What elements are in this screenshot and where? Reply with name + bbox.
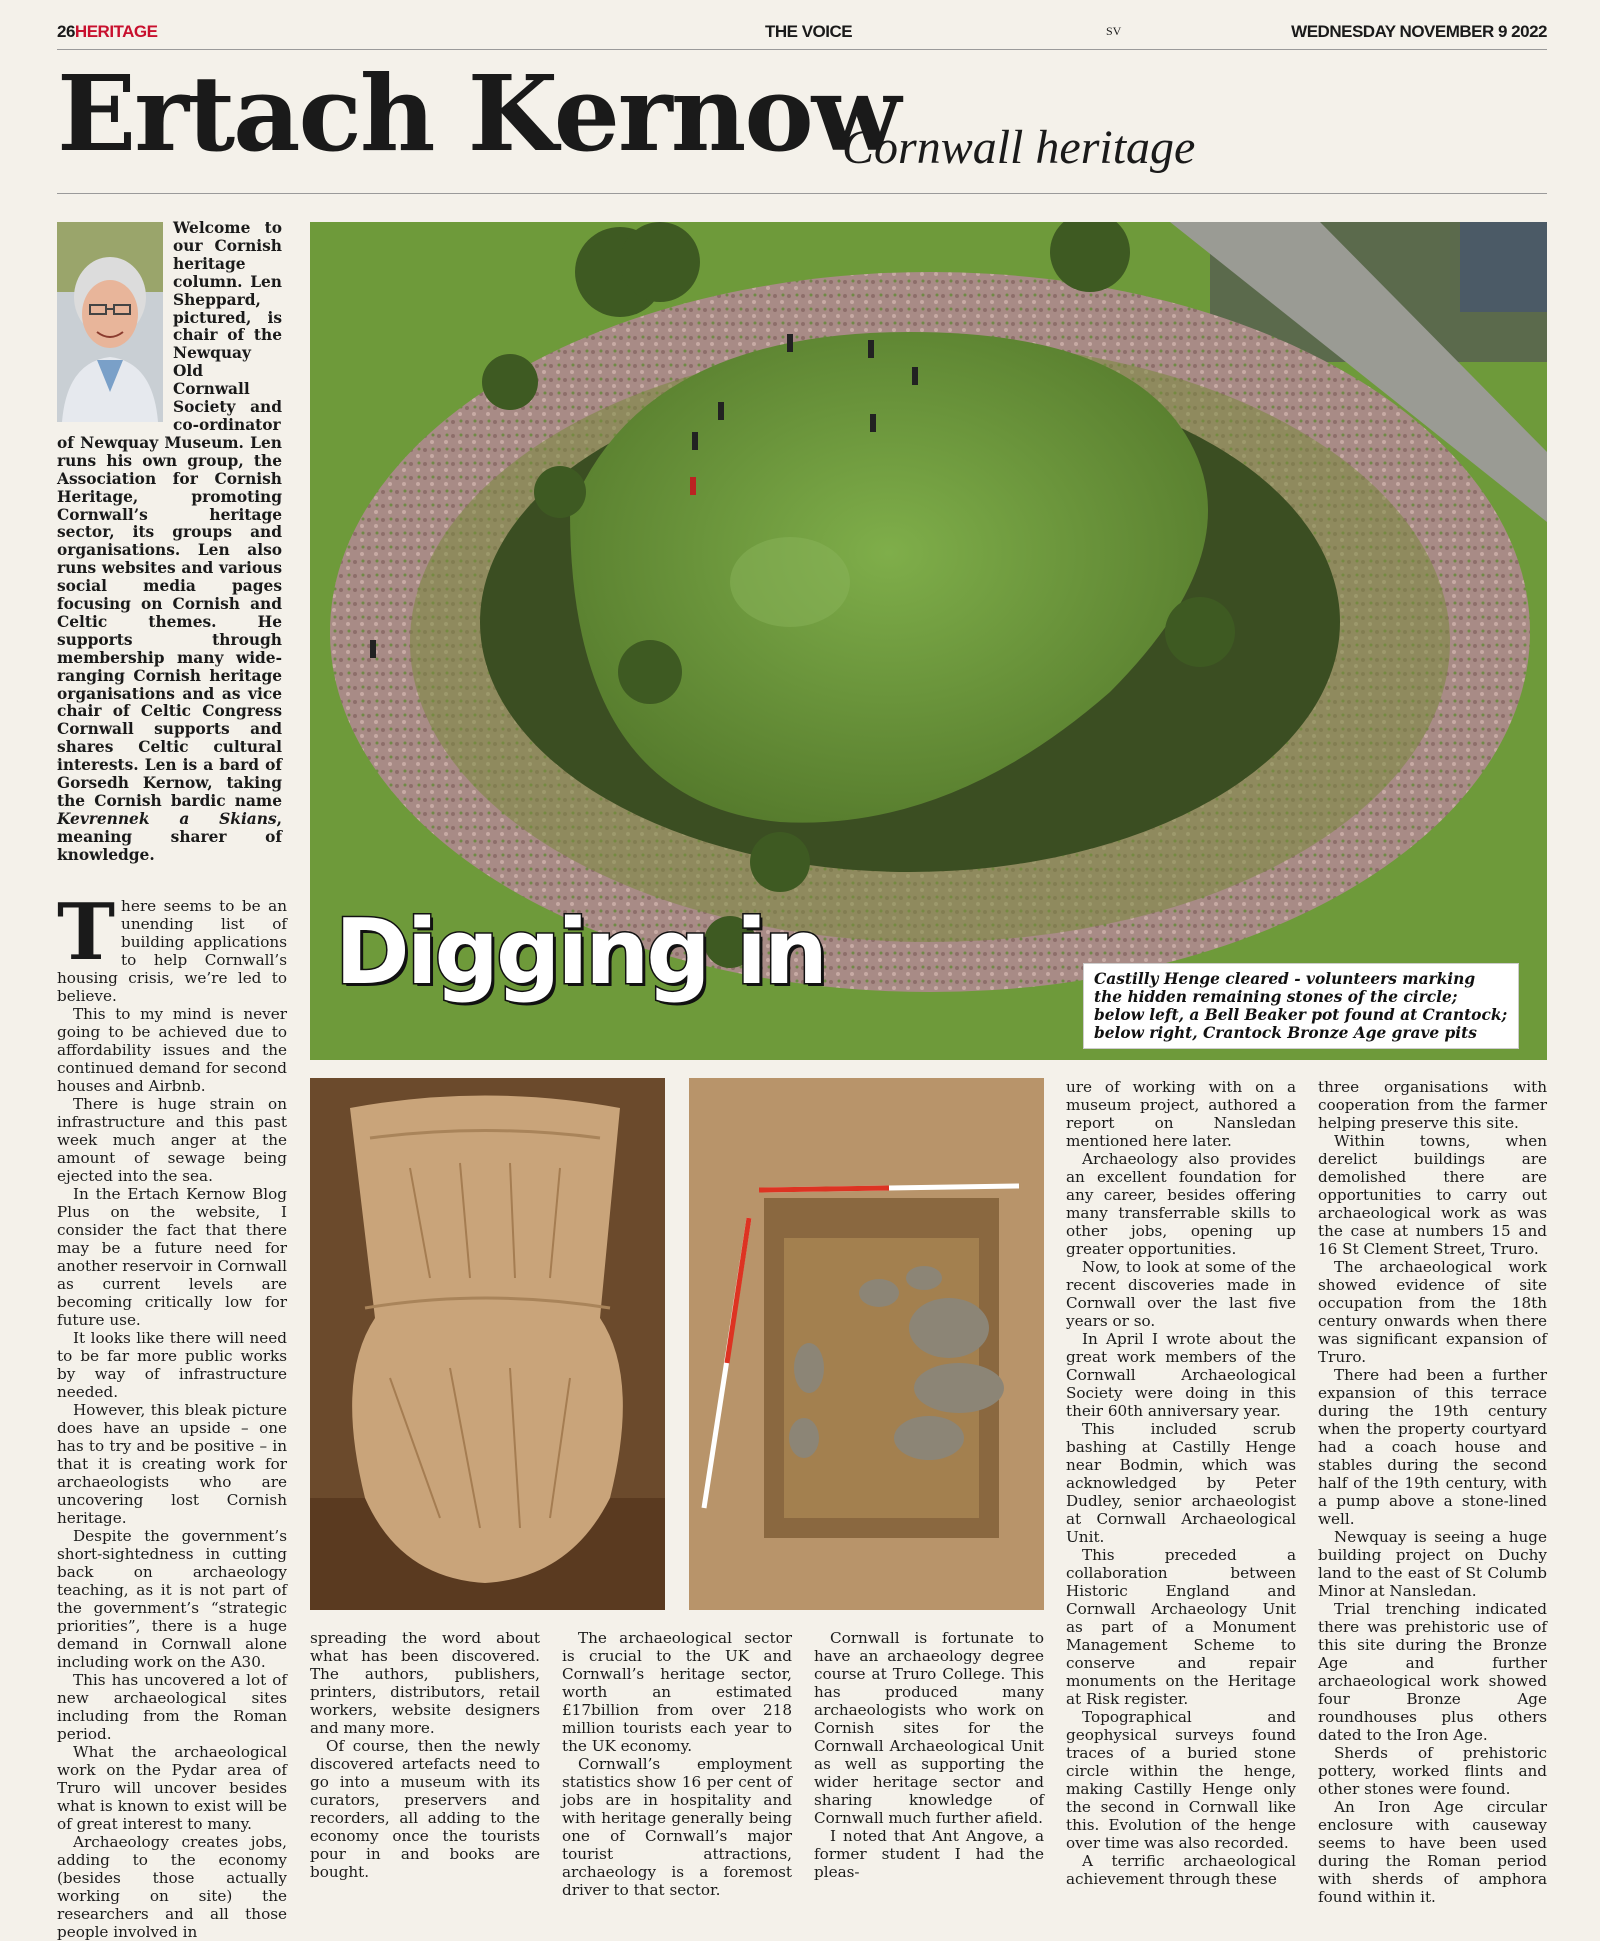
article-para: Despite the government’s short-sightedness in cutting back on archaeology teaching, as it is not part of the government’s “strategic priorities”, there is a huge demand in Cornwall alone including work on the A30. <box>57 1527 287 1671</box>
article-para: In the Ertach Kernow Blog Plus on the website, I consider the fact that there may be a future need for another reservoir in Cornwall as current levels are becoming critically low for future use. <box>57 1185 287 1329</box>
article-col-6 <box>1318 1078 1547 1906</box>
page-number: 26 <box>57 22 75 41</box>
paper-name: THE VOICE <box>765 22 853 41</box>
bio-text: Welcome to our Cornish heritage column. Len Sheppard, pictured, is chair of the Newquay Old Cornwall Society and co-ordinator of Newquay Museum. Len runs his own group, the Association for Cornish Heritage, promoting Cornwall’s heritage sector, its groups and organisations. Len also runs websites and various social media pages focusing on Cornish and Celtic themes. He supports through membership many wide-ranging Cornish heritage organisations and as vice chair of Celtic Congress Cornwall supports and shares Celtic cultural interests. Len is a bard of Gorsedh Kernow, taking the Cornish bardic name <box>57 219 282 810</box>
article-para: In April I wrote about the great work members of the Cornwall Archaeological Society were doing in this their 60th anniversary year. <box>1066 1330 1296 1420</box>
pit-photo <box>689 1078 1044 1610</box>
article-para: There is huge strain on infrastructure and this past week much anger at the amount of sewage being ejected into the sea. <box>57 1095 287 1185</box>
author-bio <box>57 220 282 865</box>
masthead-rule <box>57 193 1547 194</box>
pot-photo <box>310 1078 665 1610</box>
masthead-subtitle: Cornwall heritage <box>842 121 1196 174</box>
bronze-age-grave-pit <box>689 1078 1044 1610</box>
bardic-name: Kevrennek a Skians <box>57 809 277 828</box>
article-para: The archaeological sector is crucial to the UK and Cornwall’s heritage sector, worth an estimated £17billion from over 218 million tourists each year to the UK economy. <box>562 1629 792 1755</box>
article-para: This preceded a collaboration between Historic England and Cornwall Archaeology Unit as part of a Monument Management Scheme to conserve and repair monuments on the Heritage at Risk register. <box>1066 1546 1296 1708</box>
section-name: HERITAGE <box>74 22 158 41</box>
article-para: I noted that Ant Angove, a former student I had the pleas- <box>814 1827 1044 1881</box>
article-para: spreading the word about what has been discovered. The authors, publishers, printers, distributors, retail workers, website designers and many more. <box>310 1629 540 1737</box>
article-para: Archaeology also provides an excellent foundation for any career, besides offering many transferrable skills to other jobs, opening up greater opportunities. <box>1066 1150 1296 1258</box>
article-para: Sherds of prehistoric pottery, worked flints and other stones were found. <box>1318 1744 1547 1798</box>
bio-text-end: , meaning sharer of knowledge. <box>57 809 282 864</box>
article-para: three organisations with cooperation from the farmer helping preserve this site. <box>1318 1078 1547 1132</box>
article-para: This has uncovered a lot of new archaeological sites including from the Roman period. <box>57 1671 287 1743</box>
article-para: There seems to be an unending list of building applications to help Cornwall’s housing crisis, we’re led to believe. <box>57 887 287 1005</box>
masthead-title: Ertach Kernow <box>57 52 900 175</box>
folio-left <box>57 22 158 42</box>
article-para: This included scrub bashing at Castilly Henge near Bodmin, which was acknowledged by Peter Dudley, senior archaeologist at Cornwall Archaeological Unit. <box>1066 1420 1296 1546</box>
drop-cap: T <box>57 887 116 978</box>
article-para: It looks like there will need to be far more public works by way of infrastructure needed. <box>57 1329 287 1401</box>
article-para: There had been a further expansion of this terrace during the 19th century when the property courtyard had a coach house and stables during the second half of the 19th century, with a pump above a stone-lined well. <box>1318 1366 1547 1528</box>
photo-caption: Castilly Henge cleared - volunteers marking the hidden remaining stones of the circle; below left, a Bell Beaker pot found at Crantock; below right, Crantock Bronze Age grave pits <box>1083 963 1519 1049</box>
article-para: Topographical and geophysical surveys found traces of a buried stone circle within the henge, making Castilly Henge only the second in Cornwall like this. Evolution of the henge over time was also recorded. <box>1066 1708 1296 1852</box>
article-para: An Iron Age circular enclosure with causeway seems to have been used during the Roman period with sherds of amphora found within it. <box>1318 1798 1547 1906</box>
article-col-5 <box>1066 1078 1296 1888</box>
article-para: Now, to look at some of the recent discoveries made in Cornwall over the last five years or so. <box>1066 1258 1296 1330</box>
author-portrait <box>57 222 163 422</box>
article-para: Cornwall’s employment statistics show 16 per cent of jobs are in hospitality and with heritage generally being one of Cornwall’s major tourist attractions, archaeology is a foremost driver to that sector. <box>562 1755 792 1899</box>
headline: Digging in <box>335 900 826 1005</box>
issue-date: WEDNESDAY NOVEMBER 9 2022 <box>1291 22 1547 41</box>
top-rule <box>57 49 1547 50</box>
bell-beaker-pot <box>310 1078 665 1610</box>
article-col-2 <box>310 1629 540 1881</box>
article-col-3 <box>562 1629 792 1899</box>
article-para: Of course, then the newly discovered artefacts need to go into a museum with its curators, preservers and recorders, all adding to the economy once the tourists pour in and books are bought. <box>310 1737 540 1881</box>
article-col-4 <box>814 1629 1044 1881</box>
article-para: However, this bleak picture does have an upside – one has to try and be positive – in that it is creating work for archaeologists who are uncovering lost Cornish heritage. <box>57 1401 287 1527</box>
article-para: Cornwall is fortunate to have an archaeology degree course at Truro College. This has produced many archaeologists who work on Cornish sites for the Cornwall Archaeological Unit as well as supporting the wider heritage sector and sharing knowledge of Cornwall much further afield. <box>814 1629 1044 1827</box>
edition-code: SV <box>1106 24 1122 38</box>
article-para: This to my mind is never going to be achieved due to affordability issues and the continued demand for second houses and Airbnb. <box>57 1005 287 1095</box>
article-para: Within towns, when derelict buildings are demolished there are opportunities to carry out archaeological work as was the case at numbers 15 and 16 St Clement Street, Truro. <box>1318 1132 1547 1258</box>
article-para: What the archaeological work on the Pydar area of Truro will uncover besides what is known to exist will be of great interest to many. <box>57 1743 287 1833</box>
article-para: Newquay is seeing a huge building project on Duchy land to the east of St Columb Minor at Nansledan. <box>1318 1528 1547 1600</box>
article-para: Trial trenching indicated there was prehistoric use of this site during the Bronze Age and further archaeological work showed four Bronze Age roundhouses plus others dated to the Iron Age. <box>1318 1600 1547 1744</box>
article-para: ure of working with on a museum project, authored a report on Nansledan mentioned here later. <box>1066 1078 1296 1150</box>
article-para: The archaeological work showed evidence of site occupation from the 18th century onwards when there was significant expansion of Truro. <box>1318 1258 1547 1366</box>
article-para: A terrific archaeological achievement through these <box>1066 1852 1296 1888</box>
article-col-1 <box>57 887 287 1941</box>
article-para: Archaeology creates jobs, adding to the economy (besides those actually working on site) the researchers and all those people involved in <box>57 1833 287 1941</box>
